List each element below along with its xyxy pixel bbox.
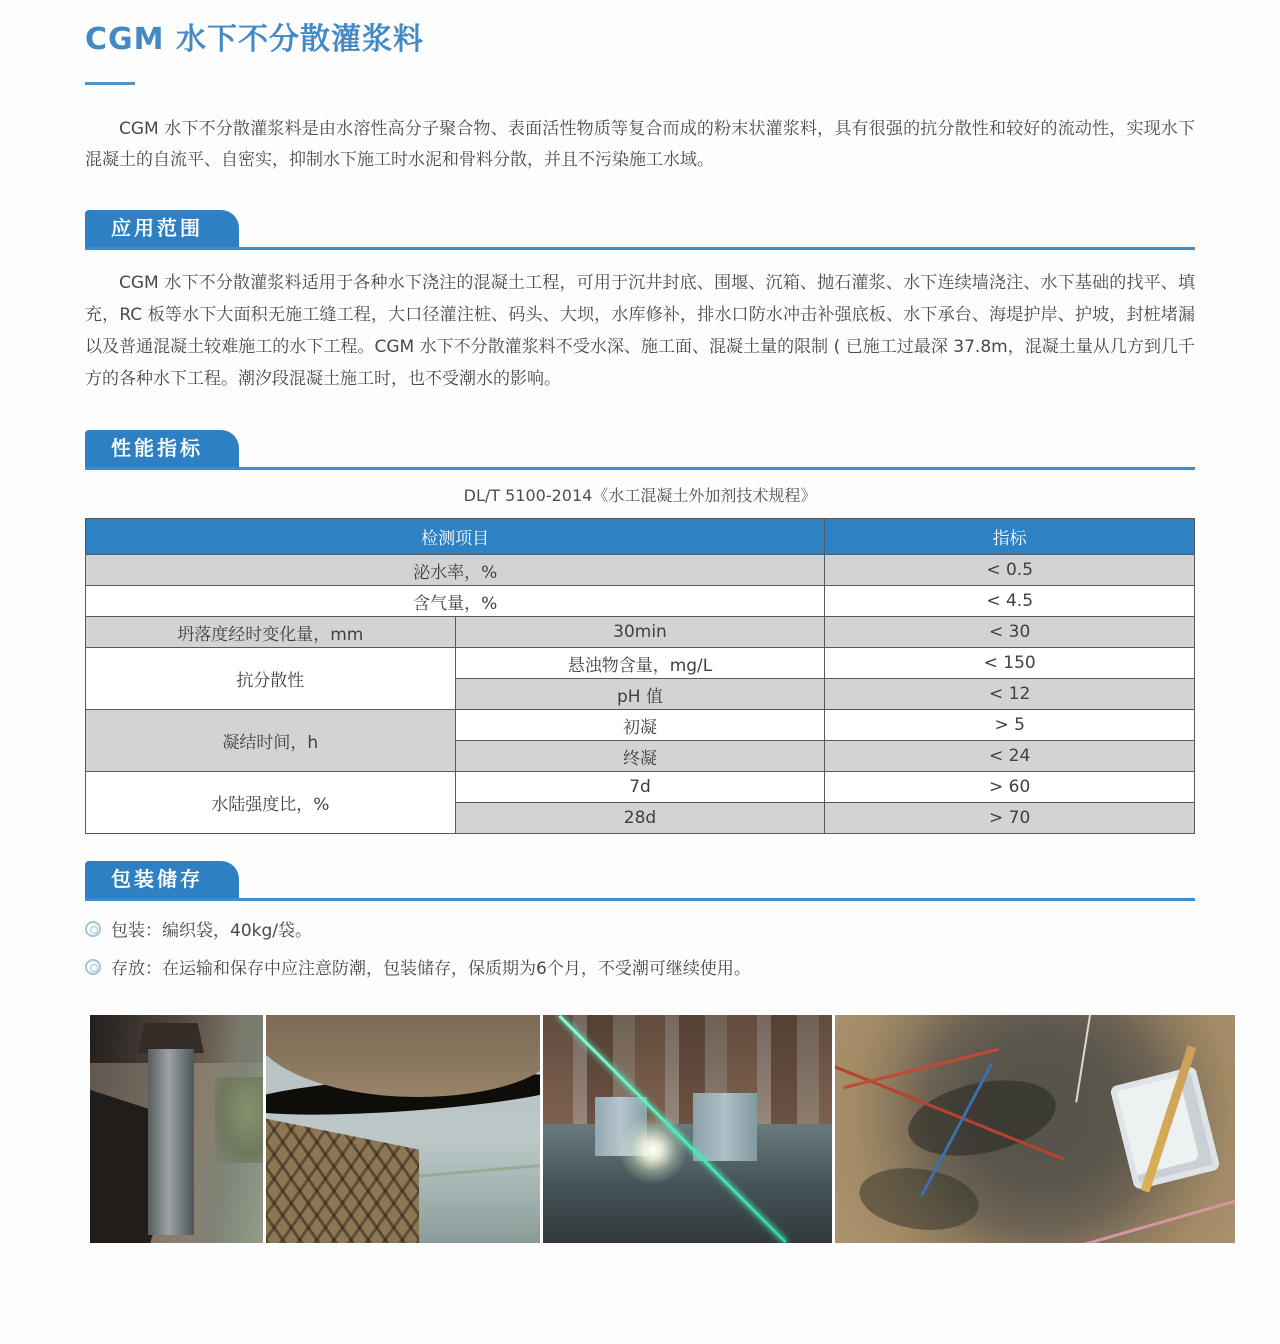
photo-pile-jacket-closeup bbox=[266, 1015, 540, 1243]
table-cell: < 30 bbox=[825, 617, 1195, 648]
photo4-mud-patch bbox=[855, 1161, 982, 1237]
photo3-pile-jacket bbox=[693, 1093, 757, 1161]
table-cell: 悬浊物含量，mg/L bbox=[455, 648, 825, 679]
table-row bbox=[86, 648, 1195, 679]
photo-cofferdam-pit bbox=[835, 1015, 1235, 1243]
performance-section-tab: 性能指标 bbox=[85, 430, 239, 467]
bullet-item-packing bbox=[85, 916, 1195, 941]
table-cell: 28d bbox=[455, 803, 825, 834]
application-paragraph: CGM 水下不分散灌浆料适用于各种水下浇注的混凝土工程，可用于沉井封底、围堰、沉箱、抛石灌浆、水下连续墙浇注、水下基础的找平、填充，RC 板等水下大面积无施工缝工程，大口径灌注桩、码头、大坝，水库修补，排水口防水冲击补强底板、水下承台、海堤护岸、护坡，封桩堵漏以及普通混凝土较难施工的水下工程。CGM 水下不分散灌浆料不受水深、施工面、混凝土量的限制 ( 已施工过最深 37.8m，混凝土量从几方到几千方的各种水下工程。潮汐段混凝土施工时，也不受潮水的影响。 bbox=[85, 273, 1195, 389]
table-cell: < 12 bbox=[825, 679, 1195, 710]
photo4-pink-cable bbox=[1082, 1197, 1235, 1243]
bullet-item-storage bbox=[85, 954, 1195, 979]
bullet-text: 包装：编织袋，40kg/袋。 bbox=[111, 921, 312, 941]
table-cell: < 4.5 bbox=[825, 586, 1195, 617]
table-row bbox=[86, 710, 1195, 741]
packaging-bullet-list bbox=[85, 916, 1195, 979]
section-header-application bbox=[85, 213, 1195, 250]
photo4-white-wire bbox=[1075, 1015, 1093, 1103]
page-title: CGM 水下不分散灌浆料 bbox=[85, 22, 424, 57]
table-header-item: 检测项目 bbox=[86, 519, 825, 555]
table-cell: < 24 bbox=[825, 741, 1195, 772]
table-cell: < 150 bbox=[825, 648, 1195, 679]
photo3-work-light-glow bbox=[618, 1115, 688, 1185]
table-cell: > 60 bbox=[825, 772, 1195, 803]
table-row bbox=[86, 772, 1195, 803]
table-cell: 泌水率，% bbox=[86, 555, 825, 586]
photo2-mesh-fence bbox=[266, 1102, 419, 1243]
table-cell: 7d bbox=[455, 772, 825, 803]
ring-bullet-icon bbox=[85, 921, 101, 937]
photo-gallery bbox=[90, 1015, 1235, 1243]
table-cell: 凝结时间，h bbox=[86, 710, 456, 772]
table-cell: 终凝 bbox=[455, 741, 825, 772]
title-underline bbox=[85, 82, 135, 85]
photo1-grass-patch bbox=[215, 1077, 263, 1163]
table-row bbox=[86, 555, 1195, 586]
table-cell: > 70 bbox=[825, 803, 1195, 834]
photo2-concrete-top bbox=[266, 1015, 540, 1097]
table-cell: 30min bbox=[455, 617, 825, 648]
table-cell: pH 值 bbox=[455, 679, 825, 710]
photo-underwater-piers-laser bbox=[543, 1015, 832, 1243]
bullet-text: 存放：在运输和保存中应注意防潮，包装储存，保质期为6个月，不受潮可继续使用。 bbox=[111, 959, 751, 979]
photo3-piers bbox=[543, 1015, 832, 1124]
photo-pier-with-pipe bbox=[90, 1015, 263, 1243]
table-cell: > 5 bbox=[825, 710, 1195, 741]
ring-bullet-icon bbox=[85, 959, 101, 975]
performance-table bbox=[85, 518, 1195, 834]
table-cell: 坍落度经时变化量，mm bbox=[86, 617, 456, 648]
table-cell: 水陆强度比，% bbox=[86, 772, 456, 834]
table-cell: < 0.5 bbox=[825, 555, 1195, 586]
packaging-section-tab: 包装储存 bbox=[85, 861, 239, 898]
section-header-performance bbox=[85, 433, 1195, 470]
table-header-row bbox=[86, 519, 1195, 555]
intro-paragraph: CGM 水下不分散灌浆料是由水溶性高分子聚合物、表面活性物质等复合而成的粉末状灌浆料，具有很强的抗分散性和较好的流动性，实现水下混凝土的自流平、自密实，抑制水下施工时水泥和骨料分散，并且不污染施工水域。 bbox=[85, 119, 1195, 170]
section-header-packaging bbox=[85, 864, 1195, 901]
performance-table-body bbox=[86, 555, 1195, 834]
table-header-index: 指标 bbox=[825, 519, 1195, 555]
photo1-grout-pipe bbox=[148, 1049, 194, 1235]
table-row bbox=[86, 617, 1195, 648]
table-row bbox=[86, 586, 1195, 617]
table-cell: 抗分散性 bbox=[86, 648, 456, 710]
table-cell: 初凝 bbox=[455, 710, 825, 741]
application-section-tab: 应用范围 bbox=[85, 210, 239, 247]
standard-caption: DL/T 5100-2014《水工混凝土外加剂技术规程》 bbox=[463, 486, 817, 505]
table-cell: 含气量，% bbox=[86, 586, 825, 617]
